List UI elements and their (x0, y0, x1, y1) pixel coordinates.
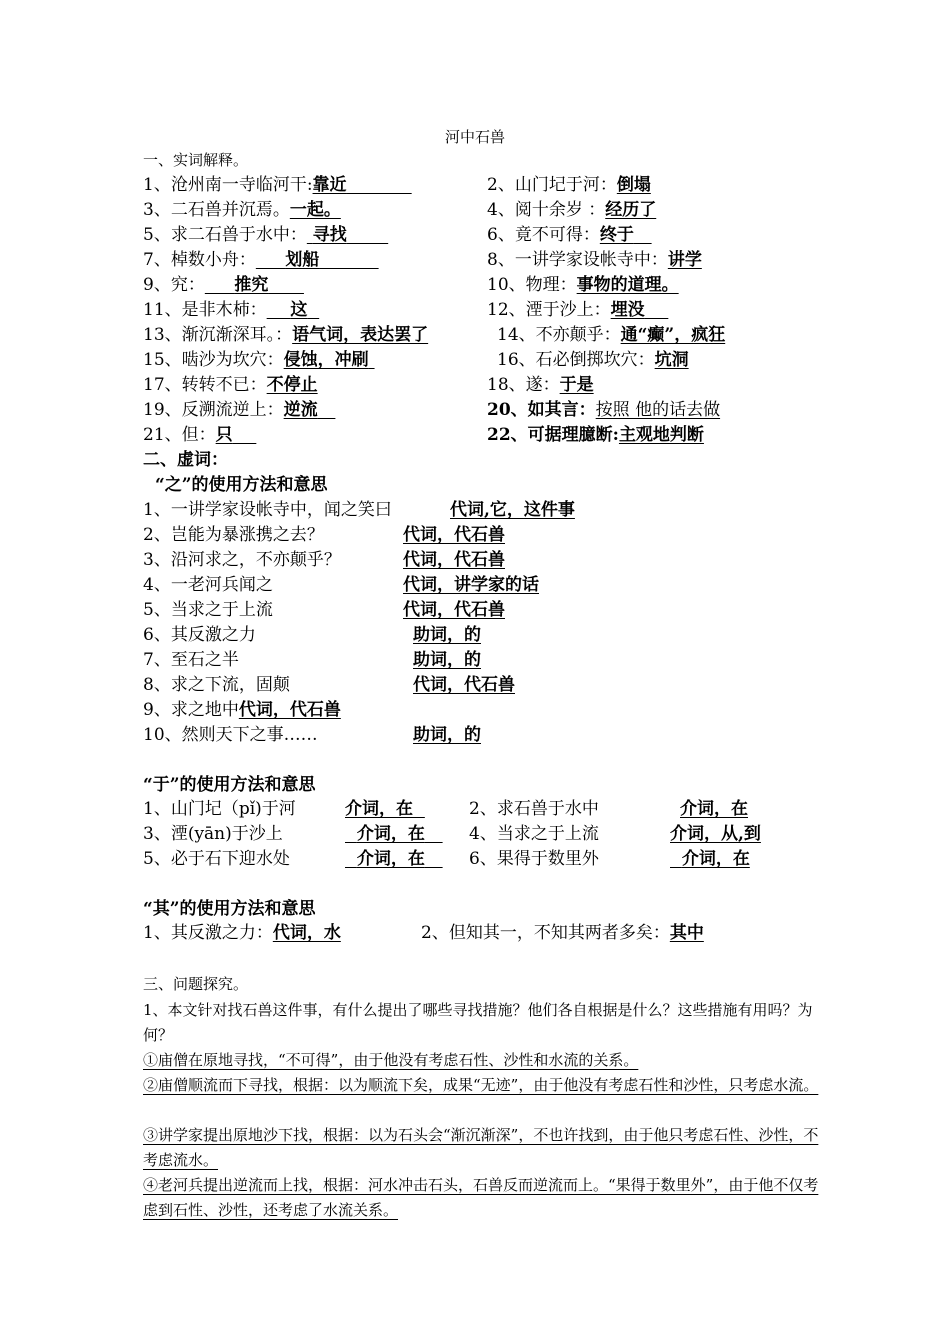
shici-item-3 (143, 199, 341, 221)
shici-answer: 靠近 (312, 175, 347, 195)
zhi-item-5: 5、当求之于上流 (143, 600, 273, 620)
document-title: 河中石兽 (444, 128, 505, 146)
yu-item-6: 6、果得于数里外 (469, 849, 599, 869)
zhi-item-2: 2、岂能为暴涨携之去？ (143, 525, 324, 545)
zhi-answer-7: 助词，的 (413, 650, 481, 670)
shici-question: 4、阅十余岁 ： (487, 200, 606, 220)
shici-answer: 讲学 (667, 250, 702, 270)
shici-answer: 只 (215, 425, 233, 445)
yu-heading: “于”的使用方法和意思 (143, 775, 316, 795)
section3-answer-3: ③讲学家提出原地沙下找，根据：以为石头会“渐沉渐深”，不也许找到，由于他只考虑石性、沙性，不考虑流水。 (143, 1126, 819, 1169)
shici-item-6 (487, 224, 652, 246)
yu-answer-2: 介词，在 (680, 799, 748, 819)
shici-item-7 (143, 249, 379, 271)
qi-answer: 其中 (669, 923, 704, 943)
zhi-item-9 (143, 699, 341, 721)
shici-answer: 坑洞 (654, 350, 689, 370)
section3-answer-4: ④老河兵提出逆流而上找，根据：河水冲击石头，石兽反而逆流而上。“果得于数里外”，由于他不仅考虑到石性、沙性，还考虑了水流关系。 (143, 1176, 819, 1219)
zhi-item-1 (143, 499, 392, 521)
shici-answer: 一起。 (289, 200, 341, 220)
shici-item-17 (143, 374, 318, 396)
zhi-item-3: 3、沿河求之，不亦颠乎？ (143, 550, 341, 570)
zhi-item-6: 6、其反激之力 (143, 625, 256, 645)
qi-answer: 代词，水 (272, 923, 341, 943)
shici-answer: 划船 (285, 250, 320, 270)
shici-item-2 (487, 174, 651, 196)
shici-answer: 不停止 (266, 375, 318, 395)
yu-answer-4: 介词，从,到 (670, 824, 761, 844)
zhi-item-10: 10、然则天下之事…… (143, 725, 318, 745)
yu-answer-6: 介词，在 (681, 849, 750, 869)
shici-answer: 语气词，表达罢了 (292, 325, 429, 345)
shici-question: 14、不亦颠乎： (497, 325, 621, 345)
zhi-item-4: 4、一老河兵闻之 (143, 575, 273, 595)
shici-answer: 逆流 (283, 400, 318, 420)
shici-item-16 (497, 349, 689, 371)
zhi-item-7: 7、至石之半 (143, 650, 239, 670)
shici-question: 1、沧州南一寺临河干: (143, 175, 313, 195)
section3-answer-1: ①庙僧在原地寻找，“不可得”，由于他没有考虑石性、沙性和水流的关系。 (143, 1051, 639, 1069)
yu-item-2: 2、求石兽于水中 (469, 799, 599, 819)
shici-answer: 这 (290, 300, 308, 320)
shici-item-18 (487, 374, 594, 396)
shici-item-22 (487, 424, 704, 446)
shici-answer: 按照 他的话去做 (595, 400, 721, 420)
shici-question: 2、山门圮于河： (487, 175, 617, 195)
shici-question: 9、究： (143, 275, 205, 295)
shici-item-4 (487, 199, 656, 221)
zhi-answer-6: 助词，的 (413, 625, 481, 645)
shici-question: 21、但： (143, 425, 216, 445)
qi-item-2 (421, 922, 704, 944)
section3-heading: 三、问题探究。 (143, 975, 249, 993)
zhi-answer-5: 代词，代石兽 (403, 600, 505, 620)
shici-question: 12、湮于沙上： (487, 300, 611, 320)
shici-answer: 通“癫”，疯狂 (620, 325, 726, 345)
qi-item-1 (143, 922, 341, 944)
shici-question: 10、物理： (487, 275, 577, 295)
shici-item-15 (143, 349, 375, 371)
shici-answer: 埋没 (610, 300, 645, 320)
shici-question: 3、二石兽并沉焉。 (143, 200, 290, 220)
zhi-answer-1: 代词,它，这件事 (450, 500, 575, 520)
shici-question: 7、棹数小舟： (143, 250, 256, 270)
qi-question: 1、其反激之力： (143, 923, 273, 943)
shici-item-20 (487, 399, 720, 421)
shici-question: 15、啮沙为坎穴： (143, 350, 284, 370)
shici-answer: 侵蚀，冲刷 (283, 350, 369, 370)
zhi-question: 1、一讲学家设帐寺中，闻之笑曰 (143, 500, 392, 520)
shici-item-1 (143, 174, 412, 196)
zhi-answer-4: 代词，讲学家的话 (403, 575, 539, 595)
zhi-item-8: 8、求之下流，固颠 (143, 675, 290, 695)
section1-heading: 一、实词解释。 (143, 151, 249, 169)
shici-question: 8、一讲学家设帐寺中： (487, 250, 668, 270)
zhi-answer-2: 代词，代石兽 (403, 525, 505, 545)
section2-heading: 二、虚词： (143, 450, 228, 470)
shici-answer: 倒塌 (616, 175, 651, 195)
shici-item-8 (487, 249, 702, 271)
shici-question: 22、可据理臆断: (487, 425, 619, 445)
shici-answer: 寻找 (312, 225, 347, 245)
shici-answer: 终于 (599, 225, 634, 245)
shici-question: 19、反溯流逆上： (143, 400, 284, 420)
shici-answer: 经历了 (605, 200, 657, 220)
shici-answer: 事物的道理。 (576, 275, 679, 295)
section3-answer-2: ②庙僧顺流而下寻找，根据：以为顺流下矣，成果“无迹”，由于他没有考虑石性和沙性，只考虑水流。 (143, 1076, 819, 1094)
shici-item-10 (487, 274, 679, 296)
zhi-question: 9、求之地中 (143, 700, 239, 720)
zhi-answer-3: 代词，代石兽 (403, 550, 505, 570)
zhi-answer-10: 助词，的 (413, 725, 481, 745)
yu-answer-1: 介词，在 (345, 799, 413, 819)
shici-answer: 推究 (234, 275, 269, 295)
shici-item-5 (143, 224, 388, 246)
zhi-heading: “之”的使用方法和意思 (155, 475, 328, 495)
yu-item-1: 1、山门圮（pǐ)于河 (143, 799, 296, 819)
yu-item-4: 4、当求之于上流 (469, 824, 599, 844)
qi-question: 2、但知其一，不知其两者多矣： (421, 923, 670, 943)
shici-item-11 (143, 299, 319, 321)
shici-answer: 于是 (559, 375, 594, 395)
yu-answer-3: 介词，在 (356, 824, 425, 844)
shici-item-21 (143, 424, 256, 446)
shici-question: 17、转转不已： (143, 375, 267, 395)
shici-item-14 (497, 324, 725, 346)
yu-item-3: 3、湮(yān)于沙上 (143, 824, 283, 844)
shici-item-19 (143, 399, 335, 421)
shici-question: 16、石必倒掷坎穴： (497, 350, 655, 370)
shici-question: 18、遂： (487, 375, 560, 395)
shici-question: 13、渐沉渐深耳。： (143, 325, 293, 345)
shici-question: 5、求二石兽于水中： (143, 225, 307, 245)
yu-item-5: 5、必于石下迎水处 (143, 849, 290, 869)
section3-question: 1、本文针对找石兽这件事，有什么提出了哪些寻找措施？他们各自根据是什么？这些措施有用吗？为何？ (143, 1001, 813, 1044)
shici-item-13 (143, 324, 428, 346)
zhi-answer-9: 代词，代石兽 (238, 700, 341, 720)
shici-answer: 主观地判断 (618, 425, 704, 445)
shici-question: 20、如其言： (487, 400, 596, 420)
zhi-answer-8: 代词，代石兽 (413, 675, 515, 695)
shici-question: 6、竟不可得： (487, 225, 600, 245)
shici-item-9 (143, 274, 304, 296)
shici-item-12 (487, 299, 668, 321)
qi-heading: “其”的使用方法和意思 (143, 899, 316, 919)
yu-answer-5: 介词，在 (356, 849, 425, 869)
shici-question: 11、是非木杮： (143, 300, 267, 320)
